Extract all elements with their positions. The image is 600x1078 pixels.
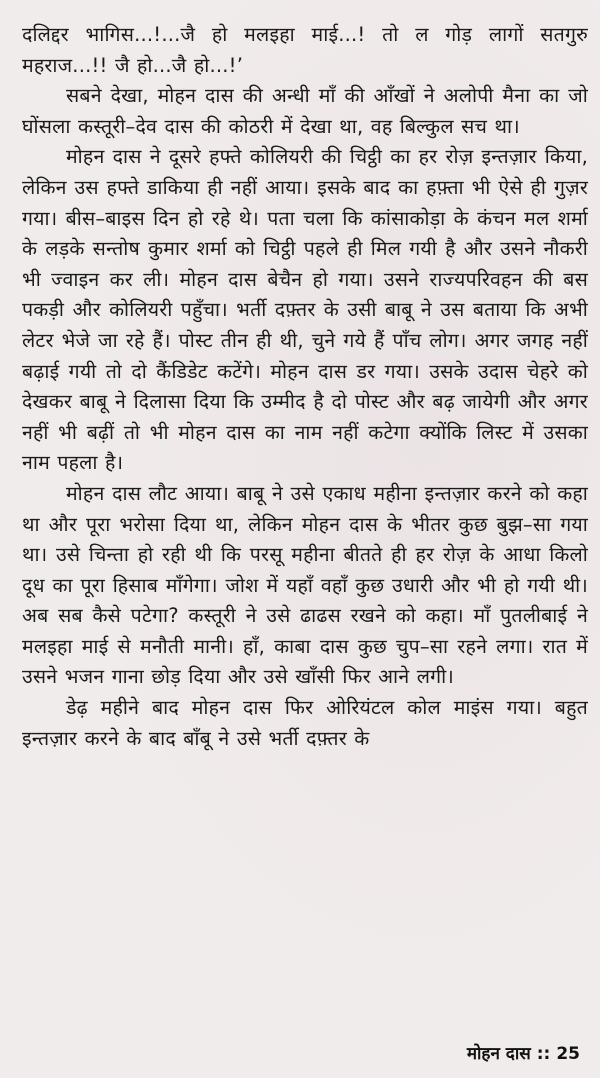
paragraph-continuation: दलिद्दर भागिस...!...जै हो मलइहा माई...! तो ल गोड़ लागों सतगुरु महराज...!! जै हो...जै हो...!’	[22, 23, 588, 77]
body-text	[22, 20, 588, 754]
paragraph: सबने देखा, मोहन दास की अन्धी माँ की आँखों ने अलोपी मैना का जो घोंसला कस्तूरी–देव दास की कोठरी में देखा था, वह बिल्कुल सच था।	[22, 84, 588, 138]
footer-separator: ::	[536, 1044, 551, 1064]
page-number: 25	[556, 1044, 580, 1064]
paragraph: मोहन दास ने दूसरे हफ्ते कोलियरी की चिट्ठी का हर रोज़ इन्तज़ार किया, लेकिन उस हफ्ते डाकिया ही नहीं आया। इसके बाद का हफ़्ता भी ऐसे ही गुज़र गया। बीस–बाइस दिन हो रहे थे। पता चला कि कांसाकोड़ा के कंचन मल शर्मा के लड़के सन्तोष कुमार शर्मा को चिट्ठी पहले ही मिल गयी है और उसने नौकरी भी ज्वाइन कर ली। मोहन दास बेचैन हो गया। उसने राज्यपरिवहन की बस पकड़ी और कोलियरी पहुँचा। भर्ती दफ़्तर के उसी बाबू ने उस बताया कि अभी लेटर भेजे जा रहे हैं। पोस्ट तीन ही थी, चुने गये हैं पाँच लोग। अगर जगह नहीं बढ़ाई गयी तो दो कैंडिडेट कटेंगे। मोहन दास डर गया। उसके उदास चेहरे को देखकर बाबू ने दिलासा दिया कि उम्मीद है दो पोस्ट और बढ़ जायेगी और अगर नहीं भी बढ़ीं तो भी मोहन दास का नाम नहीं कटेगा क्योंकि लिस्ट में उसका नाम पहला है।	[22, 145, 588, 475]
paragraph: मोहन दास लौट आया। बाबू ने उसे एकाध महीना इन्तज़ार करने को कहा था और पूरा भरोसा दिया था, लेकिन मोहन दास के भीतर कुछ बुझ–सा गया था। उसे चिन्ता हो रही थी कि परसू महीना बीतते ही हर रोज़ के आधा किलो दूध का पूरा हिसाब माँगेगा। जोश में यहाँ वहाँ कुछ उधारी और भी हो गयी थी। अब सब कैसे पटेगा? कस्तूरी ने उसे ढाढस रखने को कहा। माँ पुतलीबाई ने मलइहा माई से मनौती मानी। हाँ, काबा दास कुछ चुप–सा रहने लगा। रात में उसने भजन गाना छोड़ दिया और उसे खाँसी फिर आने लगी।	[22, 481, 588, 689]
running-title: मोहन दास	[466, 1044, 531, 1064]
paragraph: डेढ़ महीने बाद मोहन दास फिर ओरियंटल कोल माइंस गया। बहुत इन्तज़ार करने के बाद बाँबू ने उसे भर्ती दफ़्तर के	[22, 696, 588, 750]
page-footer	[467, 1041, 580, 1064]
